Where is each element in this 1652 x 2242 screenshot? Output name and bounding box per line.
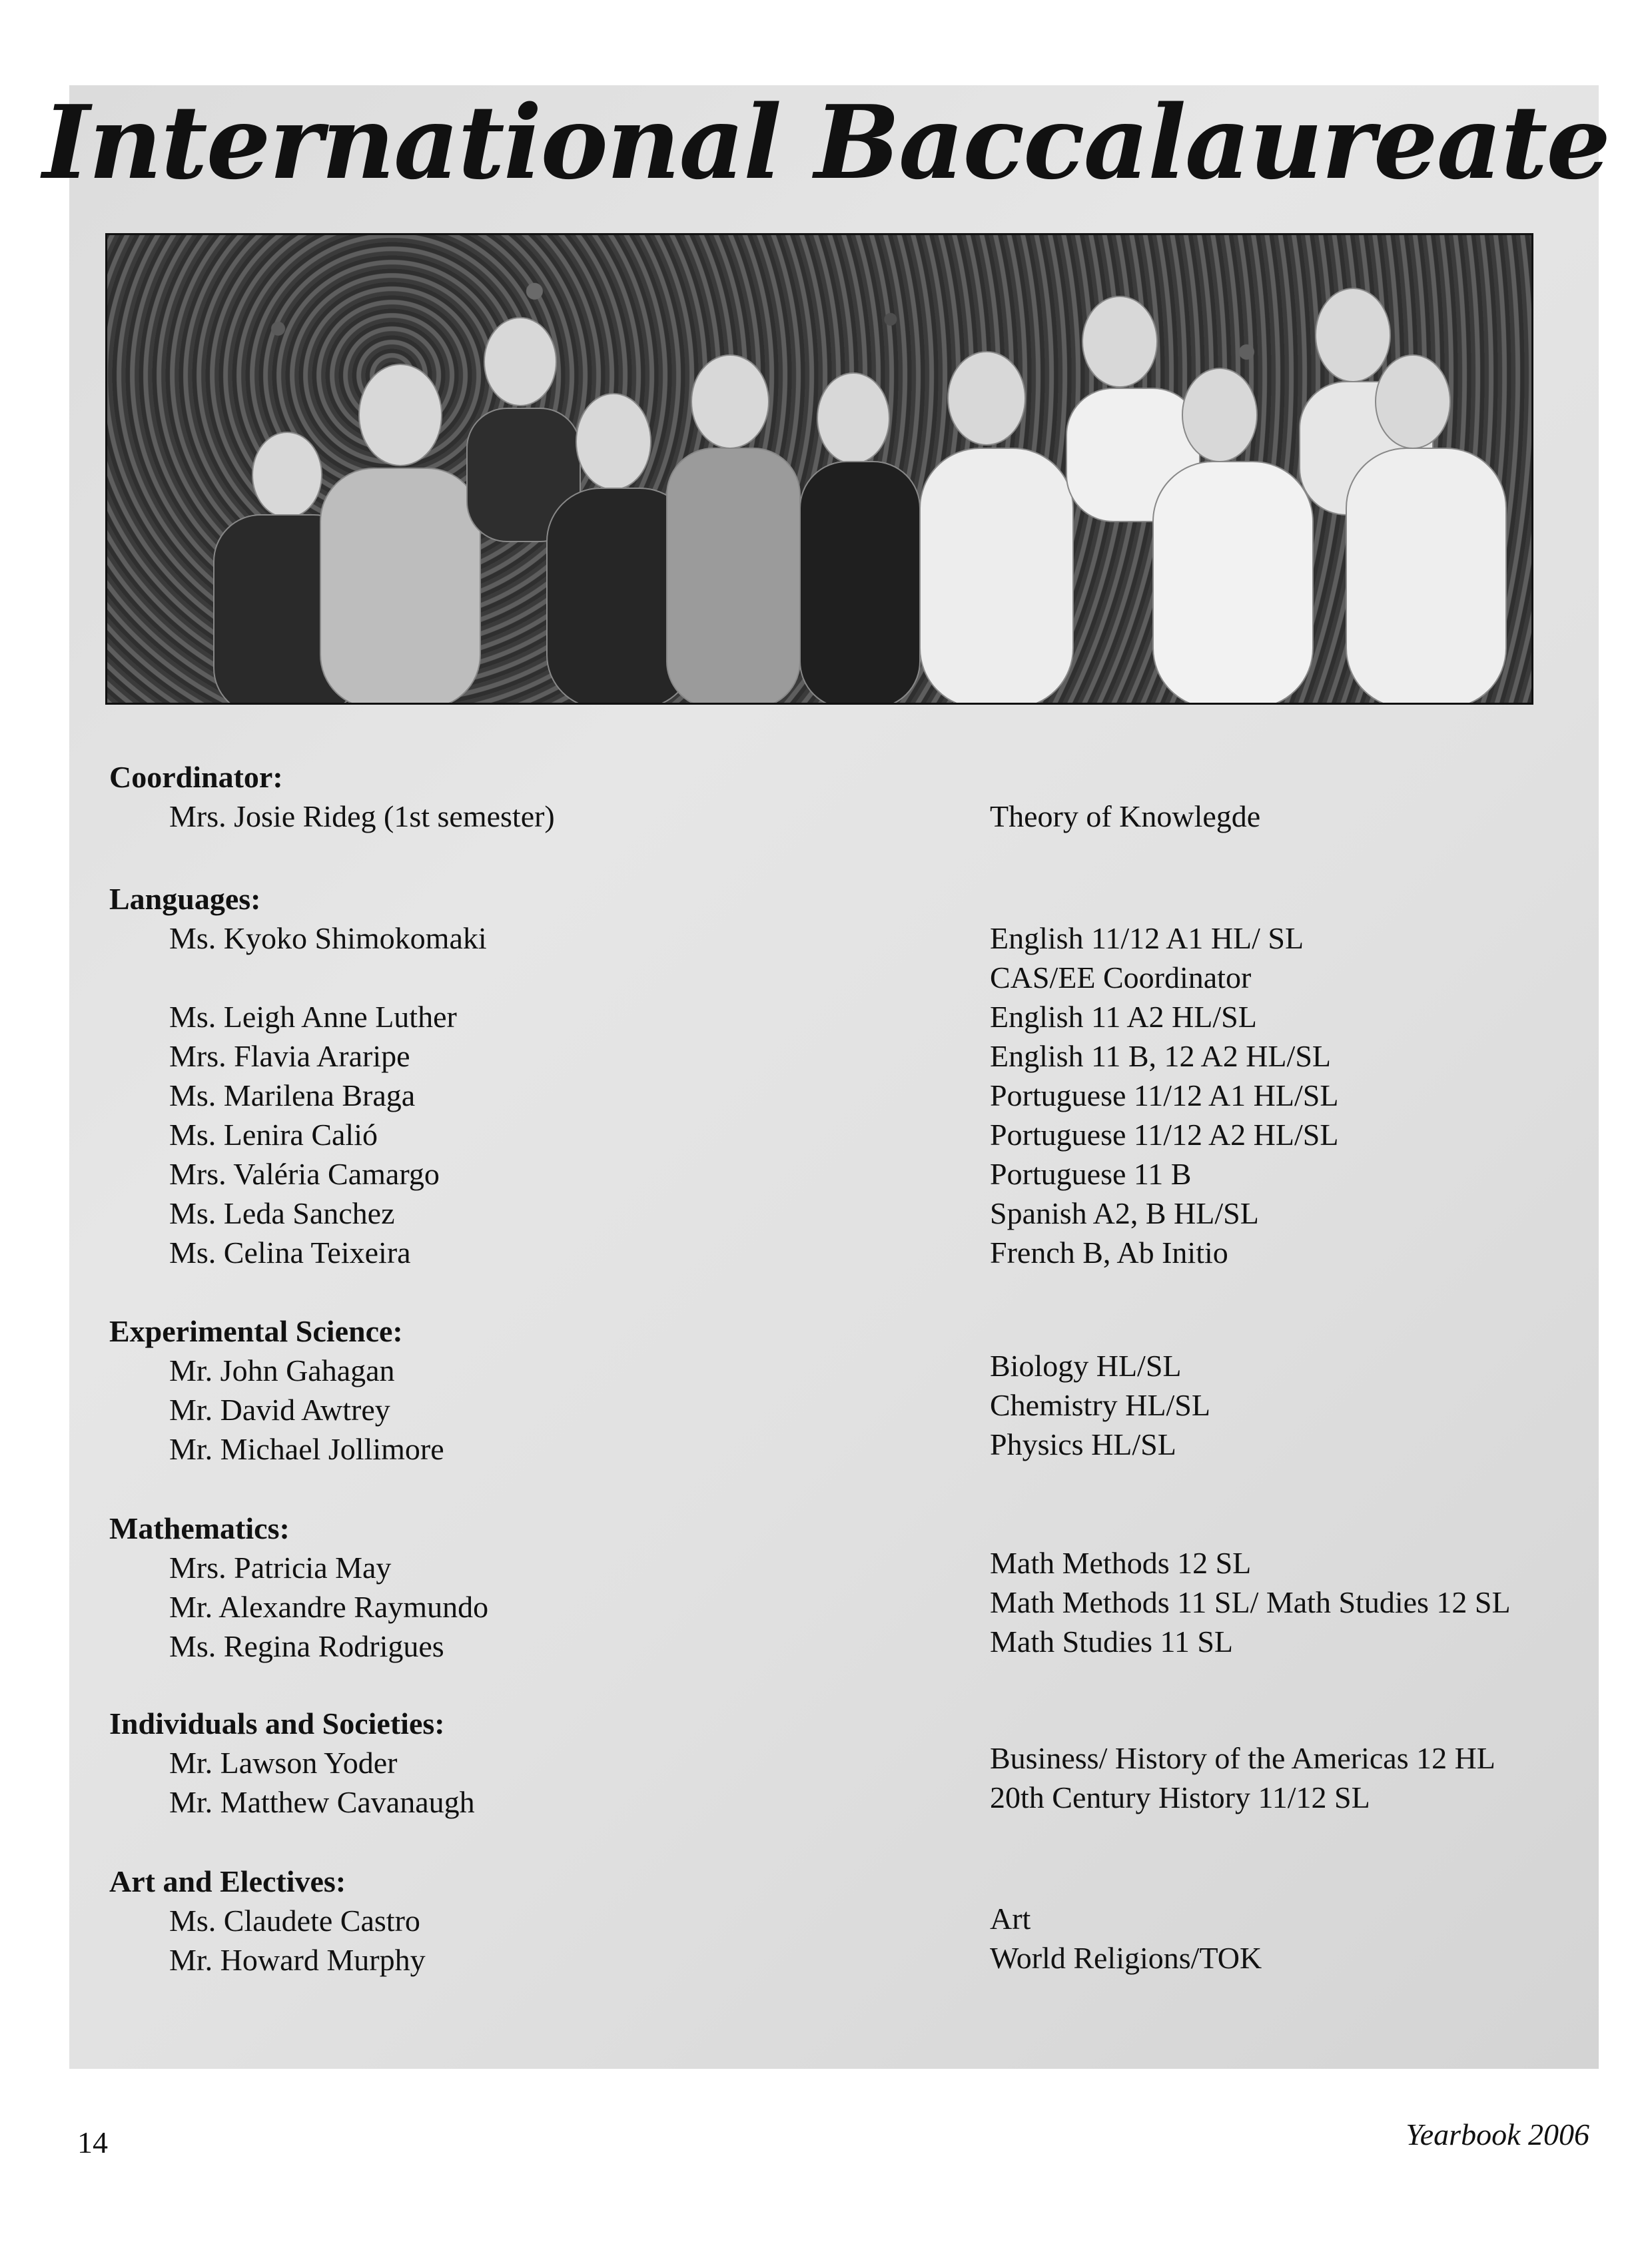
course-name: Chemistry HL/SL	[990, 1388, 1210, 1422]
staff-name: Mr. Howard Murphy	[169, 1943, 426, 1977]
staff-name: Mr. David Awtrey	[169, 1393, 390, 1427]
section-heading-individuals-and-societies: Individuals and Societies:	[109, 1706, 445, 1740]
person-11	[1376, 355, 1450, 448]
course-name: Math Methods 12 SL	[990, 1546, 1252, 1580]
staff-name: Mr. Lawson Yoder	[169, 1746, 398, 1780]
staff-name: Mrs. Patricia May	[169, 1551, 392, 1585]
course-name: Business/ History of the Americas 12 HL	[990, 1741, 1495, 1775]
staff-name: Ms. Celina Teixeira	[169, 1236, 411, 1270]
section-heading-art-and-electives: Art and Electives:	[109, 1864, 346, 1898]
person-1	[252, 432, 322, 518]
person-6	[817, 373, 889, 464]
staff-name: Ms. Regina Rodrigues	[169, 1629, 444, 1663]
course-name: English 11 A2 HL/SL	[990, 1000, 1257, 1034]
page-number: 14	[77, 2125, 108, 2159]
staff-name: Mr. Michael Jollimore	[169, 1432, 444, 1466]
person-9	[1182, 368, 1257, 462]
staff-name: Ms. Kyoko Shimokomaki	[169, 921, 487, 955]
person-2	[359, 364, 442, 466]
course-name: Portuguese 11/12 A2 HL/SL	[990, 1118, 1339, 1152]
group-photo	[105, 233, 1533, 705]
course-name: Biology HL/SL	[990, 1349, 1182, 1383]
course-name: French B, Ab Initio	[990, 1236, 1228, 1270]
person-8	[1082, 296, 1157, 387]
staff-name: Ms. Leigh Anne Luther	[169, 1000, 457, 1034]
course-name: English 11/12 A1 HL/ SL	[990, 921, 1304, 955]
staff-name: Mrs. Josie Rideg (1st semester)	[169, 799, 555, 833]
person-5	[691, 355, 769, 448]
course-name: Art	[990, 1902, 1031, 1936]
page-title: International Baccalaureate	[42, 83, 1610, 202]
staff-name: Ms. Claudete Castro	[169, 1904, 420, 1938]
staff-name: Ms. Leda Sanchez	[169, 1196, 395, 1230]
course-name: World Religions/TOK	[990, 1941, 1262, 1975]
section-heading-languages: Languages:	[109, 882, 261, 916]
group-photo-figures	[107, 235, 1533, 705]
course-name: English 11 B, 12 A2 HL/SL	[990, 1039, 1331, 1073]
footer-label: Yearbook 2006	[1406, 2117, 1589, 2151]
course-name: Theory of Knowlegde	[990, 799, 1261, 833]
person-7	[948, 352, 1025, 445]
course-name: Physics HL/SL	[990, 1427, 1176, 1461]
course-name: Math Studies 11 SL	[990, 1625, 1234, 1659]
course-name: Portuguese 11/12 A1 HL/SL	[990, 1078, 1339, 1112]
course-name: Math Methods 11 SL/ Math Studies 12 SL	[990, 1585, 1511, 1619]
staff-name: Ms. Lenira Calió	[169, 1118, 378, 1152]
staff-name: Ms. Marilena Braga	[169, 1078, 416, 1112]
staff-name: Mr. Alexandre Raymundo	[169, 1590, 489, 1624]
course-name: CAS/EE Coordinator	[990, 960, 1252, 994]
staff-name: Mrs. Flavia Araripe	[169, 1039, 410, 1073]
staff-name: Mr. John Gahagan	[169, 1353, 395, 1387]
course-name: 20th Century History 11/12 SL	[990, 1780, 1370, 1814]
course-name: Portuguese 11 B	[990, 1157, 1192, 1191]
staff-name: Mr. Matthew Cavanaugh	[169, 1785, 475, 1819]
person-3	[484, 318, 556, 406]
staff-name: Mrs. Valéria Camargo	[169, 1157, 440, 1191]
course-name: Spanish A2, B HL/SL	[990, 1196, 1259, 1230]
section-heading-mathematics: Mathematics:	[109, 1511, 290, 1545]
section-heading-experimental-science: Experimental Science:	[109, 1314, 403, 1348]
section-heading-coordinator: Coordinator:	[109, 760, 283, 794]
person-10	[1316, 288, 1390, 382]
person-4	[576, 394, 651, 490]
